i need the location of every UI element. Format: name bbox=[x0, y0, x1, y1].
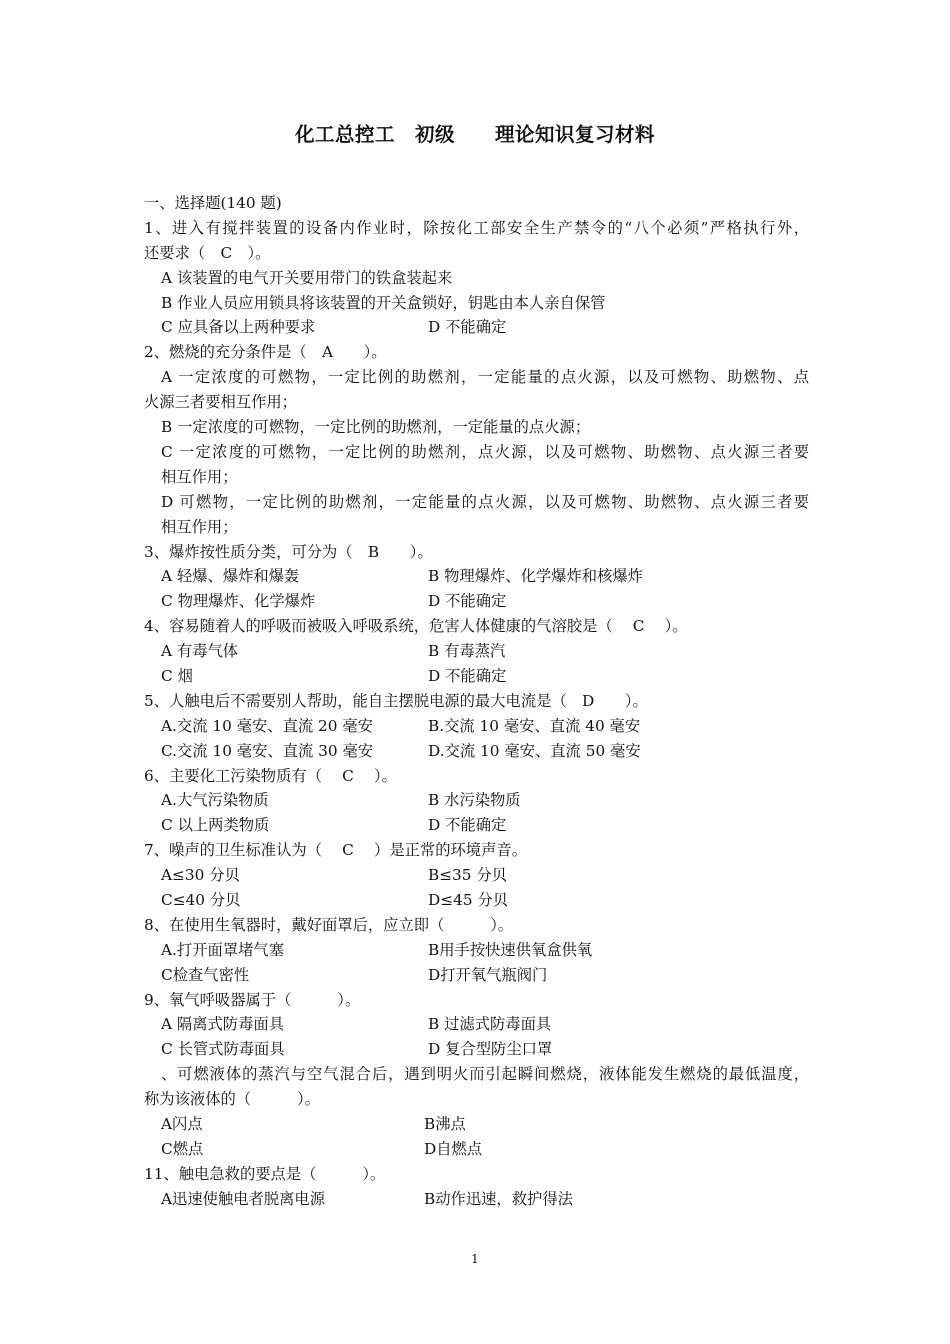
question-5-stem: 5、人触电后不需要别人帮助，能自主摆脱电源的最大电流是（ D ）。 bbox=[144, 691, 648, 710]
question-2-option-c-line-2: 相互作用； bbox=[161, 467, 238, 486]
question-8-option-a: A.打开面罩堵气塞 bbox=[161, 940, 284, 959]
question-3-option-a: A 轻爆、爆炸和爆轰 bbox=[161, 567, 300, 586]
question-10-option-a: A闪点 bbox=[161, 1115, 203, 1134]
question-1-options-cd bbox=[144, 315, 809, 340]
question-11-option-b: B动作迅速，救护得法 bbox=[424, 1189, 573, 1208]
question-4-options-cd bbox=[144, 664, 809, 689]
question-5-option-b: B.交流 10 毫安、直流 40 毫安 bbox=[428, 716, 641, 735]
question-4-option-b: B 有毒蒸汽 bbox=[428, 642, 506, 661]
question-2-option-a-line-2: 火源三者要相互作用； bbox=[144, 393, 297, 412]
question-list bbox=[144, 191, 809, 1212]
section-heading: 一、选择题(140 题) bbox=[144, 194, 282, 212]
question-3-option-c: C 物理爆炸、化学爆炸 bbox=[161, 592, 316, 611]
question-9-options-ab bbox=[144, 1012, 809, 1037]
page-number: 1 bbox=[471, 1252, 479, 1266]
question-3-options-ab bbox=[144, 564, 809, 589]
question-3-options-cd bbox=[144, 589, 809, 614]
question-1-option-b: B 作业人员应用锁具将该装置的开关盒锁好，钥匙由本人亲自保管 bbox=[161, 293, 606, 312]
question-7-stem: 7、噪声的卫生标准认为（ C ）是正常的环境声音。 bbox=[144, 841, 527, 860]
question-9-option-c: C 长管式防毒面具 bbox=[161, 1040, 285, 1059]
question-4-options-ab bbox=[144, 639, 809, 664]
question-10-options-ab bbox=[144, 1112, 809, 1137]
question-9-option-b: B 过滤式防毒面具 bbox=[428, 1015, 552, 1034]
question-2-stem: 2、燃烧的充分条件是（ A ）。 bbox=[144, 343, 387, 362]
question-10-option-c: C燃点 bbox=[161, 1139, 204, 1158]
question-2-option-b: B 一定浓度的可燃物，一定比例的助燃剂，一定能量的点火源； bbox=[161, 418, 591, 437]
question-5-option-d: D.交流 10 毫安、直流 50 毫安 bbox=[428, 741, 641, 760]
question-11-option-a: A迅速使触电者脱离电源 bbox=[161, 1189, 326, 1208]
question-1-option-d: D 不能确定 bbox=[428, 318, 507, 337]
question-7-options-ab bbox=[144, 863, 809, 888]
question-8-option-d: D打开氧气瓶阀门 bbox=[428, 965, 548, 984]
question-10-option-b: B沸点 bbox=[424, 1115, 466, 1134]
question-6-options-ab bbox=[144, 788, 809, 813]
question-7-options-cd bbox=[144, 888, 809, 913]
question-1-stem-line-2: 还要求（ C ）。 bbox=[144, 243, 271, 262]
question-9-stem: 9、氧气呼吸器属于（ ）。 bbox=[144, 990, 361, 1009]
question-8-options-ab bbox=[144, 938, 809, 963]
question-4-stem: 4、容易随着人的呼吸而被吸入呼吸系统，危害人体健康的气溶胶是（ C ）。 bbox=[144, 617, 688, 636]
question-6-option-c: C 以上两类物质 bbox=[161, 816, 270, 835]
document-title: 化工总控工 初级 理论知识复习材料 bbox=[294, 123, 655, 146]
question-1-option-c: C 应具备以上两种要求 bbox=[161, 318, 316, 337]
question-11-options-ab bbox=[144, 1187, 809, 1212]
question-6-option-a: A.大气污染物质 bbox=[161, 791, 269, 810]
question-7-option-b: B≤35 分贝 bbox=[428, 866, 507, 885]
question-8-option-b: B用手按快速供氧盒供氧 bbox=[428, 940, 593, 959]
question-8-stem: 8、在使用生氧器时，戴好面罩后，应立即（ ）。 bbox=[144, 915, 514, 934]
question-8-option-c: C检查气密性 bbox=[161, 965, 250, 984]
question-1-option-a: A 该装置的电气开关要用带门的铁盒装起来 bbox=[161, 268, 453, 287]
question-4-option-c: C 烟 bbox=[161, 666, 193, 685]
question-3-stem: 3、爆炸按性质分类，可分为（ B ）。 bbox=[144, 542, 433, 561]
question-2-option-d-line-1: D 可燃物，一定比例的助燃剂，一定能量的点火源，以及可燃物、助燃物、点火源三者要 bbox=[161, 492, 809, 511]
question-6-option-d: D 不能确定 bbox=[428, 816, 507, 835]
question-10-option-d: D自燃点 bbox=[424, 1139, 483, 1158]
question-8-options-cd bbox=[144, 963, 809, 988]
question-4-option-a: A 有毒气体 bbox=[161, 642, 239, 661]
question-1-stem-line-1: 1、进入有搅拌装置的设备内作业时，除按化工部安全生产禁令的“八个必须”严格执行外， bbox=[144, 218, 809, 237]
question-2-option-c-line-1: C 一定浓度的可燃物，一定比例的助燃剂，点火源，以及可燃物、助燃物、点火源三者要 bbox=[161, 442, 809, 461]
question-10-options-cd bbox=[144, 1137, 809, 1162]
question-9-option-d: D 复合型防尘口罩 bbox=[428, 1040, 553, 1059]
question-3-option-d: D 不能确定 bbox=[428, 592, 507, 611]
question-2-option-d-line-2: 相互作用； bbox=[161, 517, 238, 536]
question-6-options-cd bbox=[144, 813, 809, 838]
question-7-option-a: A≤30 分贝 bbox=[161, 866, 240, 885]
question-10-stem-line-1: 、可燃液体的蒸汽与空气混合后，遇到明火而引起瞬间燃烧，液体能发生燃烧的最低温度， bbox=[161, 1065, 809, 1084]
question-5-option-a: A.交流 10 毫安、直流 20 毫安 bbox=[161, 716, 373, 735]
question-11-stem: 11、触电急救的要点是（ ）。 bbox=[144, 1164, 386, 1183]
question-9-option-a: A 隔离式防毒面具 bbox=[161, 1015, 284, 1034]
question-4-option-d: D 不能确定 bbox=[428, 666, 507, 685]
question-5-option-c: C.交流 10 毫安、直流 30 毫安 bbox=[161, 741, 374, 760]
question-5-options-cd bbox=[144, 739, 809, 764]
question-10-stem-line-2: 称为该液体的（ ）。 bbox=[144, 1090, 320, 1109]
question-7-option-c: C≤40 分贝 bbox=[161, 891, 241, 909]
question-6-stem: 6、主要化工污染物质有（ C ）。 bbox=[144, 766, 397, 785]
question-6-option-b: B 水污染物质 bbox=[428, 791, 521, 810]
question-3-option-b: B 物理爆炸、化学爆炸和核爆炸 bbox=[428, 567, 643, 586]
question-2-option-a-line-1: A 一定浓度的可燃物，一定比例的助燃剂，一定能量的点火源，以及可燃物、助燃物、点 bbox=[161, 368, 809, 387]
question-7-option-d: D≤45 分贝 bbox=[428, 891, 509, 909]
question-5-options-ab bbox=[144, 714, 809, 739]
question-9-options-cd bbox=[144, 1037, 809, 1062]
